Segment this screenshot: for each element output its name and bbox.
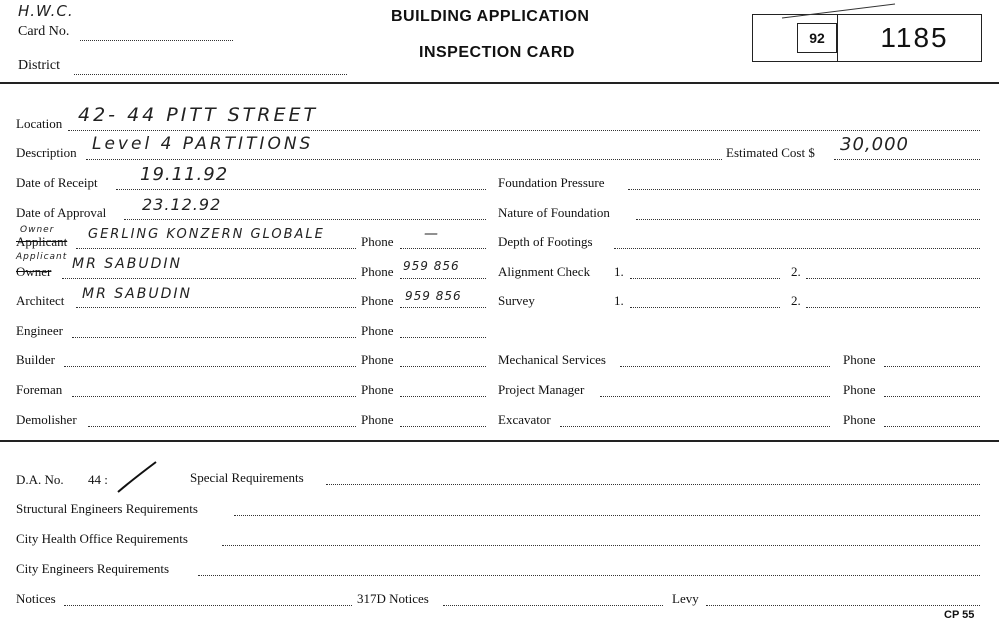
- top-divider: [0, 82, 999, 84]
- architect-phone-label: Phone: [361, 293, 394, 308]
- description-value: Level 4 PARTITIONS: [92, 134, 314, 154]
- alignment-check-label: Alignment Check: [498, 264, 591, 279]
- card-number: 1185: [880, 22, 949, 53]
- pen-stroke-icon: [780, 0, 900, 20]
- date-of-receipt-label: Date of Receipt: [16, 175, 98, 190]
- form-title-line2: INSPECTION CARD: [419, 44, 575, 61]
- excavator-phone-field[interactable]: [884, 426, 980, 427]
- box-divider: [837, 15, 838, 61]
- owner-label: Owner: [16, 264, 52, 279]
- da-no-value: 44 :: [88, 472, 108, 487]
- engineer-phone-label: Phone: [361, 323, 394, 338]
- depth-of-footings-field[interactable]: [614, 248, 980, 249]
- architect-field[interactable]: [76, 307, 356, 308]
- date-of-receipt-field[interactable]: [116, 189, 486, 190]
- owner-overwrite: Applicant: [16, 252, 68, 262]
- date-of-approval-field[interactable]: [124, 219, 486, 220]
- date-of-approval-label: Date of Approval: [16, 205, 107, 220]
- foreman-phone-field[interactable]: [400, 396, 486, 397]
- project-manager-field[interactable]: [600, 396, 830, 397]
- owner-phone-field[interactable]: [400, 278, 486, 279]
- estimated-cost-label: Estimated Cost $: [726, 145, 815, 160]
- foundation-pressure-label: Foundation Pressure: [498, 175, 605, 190]
- engineer-field[interactable]: [72, 337, 356, 338]
- survey-1-field[interactable]: [630, 307, 780, 308]
- alignment-check-2-field[interactable]: [806, 278, 980, 279]
- architect-label: Architect: [16, 293, 65, 308]
- owner-phone-label: Phone: [361, 264, 394, 279]
- applicant-label: Applicant: [16, 234, 68, 249]
- levy-label: Levy: [672, 591, 699, 606]
- mechanical-services-label: Mechanical Services: [498, 352, 606, 367]
- applicant-overwrite: Owner: [20, 225, 55, 235]
- architect-phone-field[interactable]: [400, 307, 486, 308]
- nature-of-foundation-field[interactable]: [636, 219, 980, 220]
- district-label: District: [18, 58, 60, 73]
- location-value: 42- 44 PITT STREET: [78, 104, 319, 126]
- structural-engineers-label: Structural Engineers Requirements: [16, 501, 198, 516]
- survey-item-1-label: 1.: [614, 293, 624, 308]
- alignment-check-1-field[interactable]: [630, 278, 780, 279]
- form-title-line1: BUILDING APPLICATION: [391, 8, 590, 25]
- notices-317d-label: 317D Notices: [357, 591, 429, 606]
- description-field[interactable]: [86, 159, 722, 160]
- engineer-phone-field[interactable]: [400, 337, 486, 338]
- survey-item-2-label: 2.: [791, 293, 801, 308]
- owner-field[interactable]: [62, 278, 356, 279]
- engineer-label: Engineer: [16, 323, 63, 338]
- special-requirements-field[interactable]: [326, 484, 980, 485]
- alignment-item-1-label: 1.: [614, 264, 624, 279]
- city-engineers-label: City Engineers Requirements: [16, 561, 170, 576]
- survey-label: Survey: [498, 293, 535, 308]
- structural-engineers-field[interactable]: [234, 515, 980, 516]
- levy-field[interactable]: [706, 605, 980, 606]
- estimated-cost-value: 30,000: [840, 134, 909, 155]
- card-number-box: [752, 14, 982, 62]
- applicant-field[interactable]: [76, 248, 356, 249]
- middle-divider: [0, 440, 999, 442]
- foundation-pressure-field[interactable]: [628, 189, 980, 190]
- builder-label: Builder: [16, 352, 55, 367]
- city-health-label: City Health Office Requirements: [16, 531, 188, 546]
- excavator-label: Excavator: [498, 412, 551, 427]
- project-manager-phone-field[interactable]: [884, 396, 980, 397]
- mechanical-phone-label: Phone: [843, 352, 876, 367]
- project-manager-phone-label: Phone: [843, 382, 876, 397]
- form-code: CP 55: [944, 609, 975, 621]
- estimated-cost-field[interactable]: [834, 159, 980, 160]
- checkmark-stroke-icon: [112, 458, 162, 498]
- notices-317d-field[interactable]: [443, 605, 663, 606]
- survey-2-field[interactable]: [806, 307, 980, 308]
- foreman-label: Foreman: [16, 382, 63, 397]
- excavator-phone-label: Phone: [843, 412, 876, 427]
- owner-value: MR SABUDIN: [72, 256, 182, 272]
- applicant-value: GERLING KONZERN GLOBALE: [88, 227, 325, 242]
- da-no-label: D.A. No.: [16, 472, 64, 487]
- nature-of-foundation-label: Nature of Foundation: [498, 205, 610, 220]
- demolisher-phone-field[interactable]: [400, 426, 486, 427]
- location-field[interactable]: [68, 130, 980, 131]
- date-of-receipt-value: 19.11.92: [140, 164, 229, 185]
- card-no-label: Card No.: [18, 24, 70, 39]
- city-engineers-field[interactable]: [198, 575, 980, 576]
- foreman-phone-label: Phone: [361, 382, 394, 397]
- owner-phone-value: 959 856: [403, 259, 460, 273]
- builder-field[interactable]: [64, 366, 356, 367]
- architect-phone-value: 959 856: [405, 289, 462, 303]
- mechanical-phone-field[interactable]: [884, 366, 980, 367]
- date-of-approval-value: 23.12.92: [142, 195, 222, 214]
- applicant-phone-label: Phone: [361, 234, 394, 249]
- builder-phone-field[interactable]: [400, 366, 486, 367]
- alignment-item-2-label: 2.: [791, 264, 801, 279]
- applicant-phone-value: —: [424, 226, 439, 242]
- notices-label: Notices: [16, 591, 56, 606]
- handwritten-note: H.W.C.: [18, 2, 74, 20]
- year-cell: 92: [797, 23, 837, 53]
- depth-of-footings-label: Depth of Footings: [498, 234, 593, 249]
- district-field[interactable]: [74, 74, 347, 75]
- notices-field[interactable]: [64, 605, 352, 606]
- builder-phone-label: Phone: [361, 352, 394, 367]
- description-label: Description: [16, 145, 77, 160]
- applicant-phone-field[interactable]: [400, 248, 486, 249]
- excavator-field[interactable]: [560, 426, 830, 427]
- demolisher-field[interactable]: [88, 426, 356, 427]
- special-requirements-label: Special Requirements: [190, 470, 304, 485]
- location-label: Location: [16, 116, 63, 131]
- project-manager-label: Project Manager: [498, 382, 585, 397]
- demolisher-phone-label: Phone: [361, 412, 394, 427]
- architect-value: MR SABUDIN: [82, 286, 192, 302]
- city-health-field[interactable]: [222, 545, 980, 546]
- card-no-field[interactable]: [80, 40, 233, 41]
- demolisher-label: Demolisher: [16, 412, 77, 427]
- foreman-field[interactable]: [72, 396, 356, 397]
- mechanical-services-field[interactable]: [620, 366, 830, 367]
